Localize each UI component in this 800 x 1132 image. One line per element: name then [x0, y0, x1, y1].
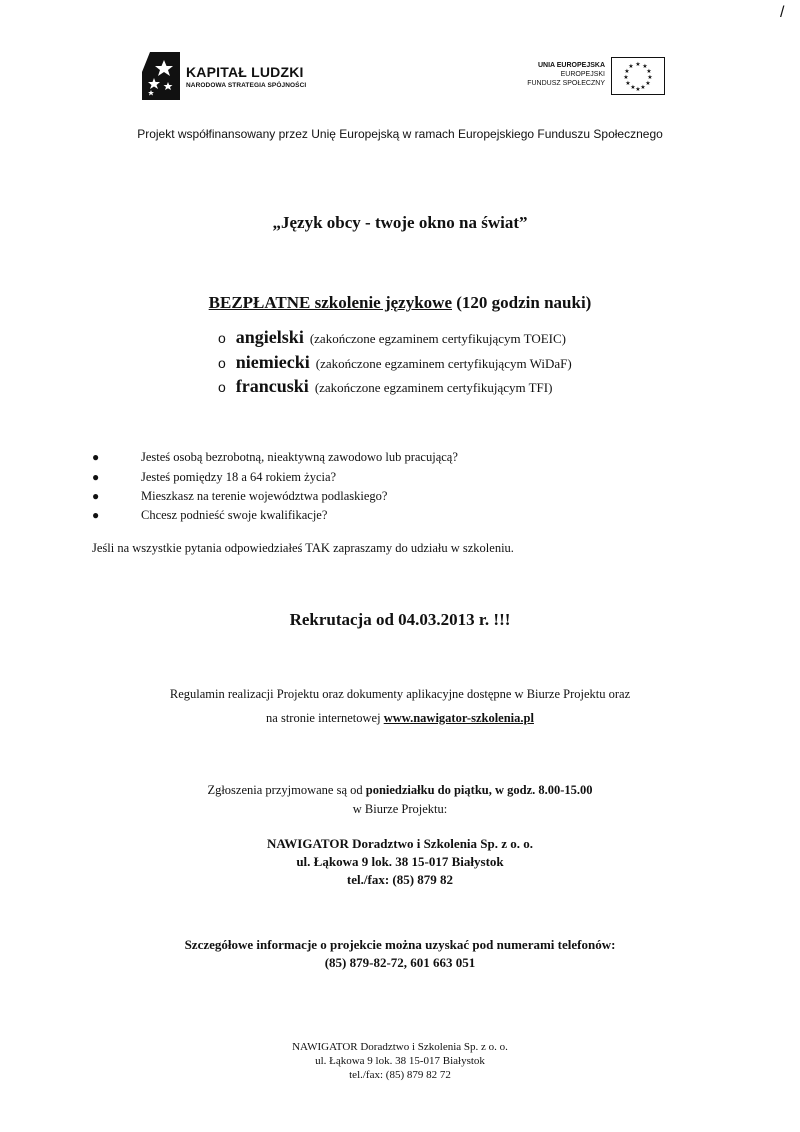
bullet-dot-icon: ●	[92, 508, 100, 522]
language-item	[218, 352, 572, 373]
svg-text:★: ★	[623, 74, 629, 81]
regulations-prefix: na stronie internetowej	[266, 711, 384, 725]
svg-text:★: ★	[640, 84, 646, 91]
eu-line-1: UNIA EUROPEJSKA	[537, 62, 605, 69]
bullet-dot-icon: ●	[92, 470, 100, 484]
regulations-line-1: Regulamin realizacji Projektu oraz dokumenty aplikacyjne dostępne w Biurze Projektu oraz	[169, 687, 631, 701]
svg-text:★: ★	[647, 74, 653, 81]
office-hours	[0, 783, 800, 798]
office-location: w Biurze Projektu:	[352, 802, 448, 816]
recruitment-date: Rekrutacja od 04.03.2013 r. !!!	[289, 610, 511, 629]
question-text: Jesteś osobą bezrobotną, nieaktywną zawodowo lub pracującą?	[141, 450, 458, 464]
svg-text:★: ★	[628, 63, 634, 70]
language-note: (zakończone egzaminem certyfikującym TFI)	[314, 380, 553, 395]
svg-text:★: ★	[646, 68, 652, 75]
office-hours-prefix: Zgłoszenia przyjmowane są od	[207, 783, 366, 797]
bullet-dot-icon: ●	[92, 450, 100, 464]
training-title-hours: (120 godzin nauki)	[452, 293, 592, 312]
svg-text:★: ★	[624, 68, 630, 75]
language-name: niemiecki	[235, 352, 310, 372]
eu-logo-text	[527, 61, 605, 88]
question-item	[92, 508, 327, 523]
question-item	[92, 470, 336, 485]
question-text: Jesteś pomiędzy 18 a 64 rokiem życia?	[141, 470, 337, 484]
question-text: Mieszkasz na terenie województwa podlaskiego?	[141, 489, 388, 503]
svg-text:★: ★	[625, 80, 631, 87]
company-phone: tel./fax: (85) 879 82	[346, 872, 454, 887]
corner-mark: /	[780, 4, 785, 21]
question-text: Chcesz podnieść swoje kwalifikacje?	[141, 508, 328, 522]
kapital-ludzki-emblem-icon	[140, 50, 182, 102]
footer-street: ul. Łąkowa 9 lok. 38 15-017 Białystok	[315, 1055, 485, 1067]
language-name: angielski	[235, 327, 304, 347]
svg-text:★: ★	[630, 84, 636, 91]
eu-line-2: EUROPEJSKI	[560, 71, 605, 78]
question-item	[92, 450, 458, 465]
cofinancing-note: Projekt współfinansowany przez Unię Europejską w ramach Europejskiego Funduszu Społecznego	[137, 127, 663, 141]
language-item	[218, 327, 566, 348]
eu-logo	[505, 57, 665, 99]
kapital-ludzki-logo	[140, 50, 340, 108]
training-title	[0, 293, 800, 313]
info-phones: (85) 879-82-72, 601 663 051	[324, 955, 476, 970]
svg-text:★: ★	[635, 61, 641, 68]
bullet-circle-icon: o	[218, 379, 226, 395]
language-name: francuski	[235, 376, 309, 396]
language-note: (zakończone egzaminem certyfikującym TOEIC)	[309, 331, 566, 346]
company-name	[0, 836, 800, 852]
kapital-ludzki-subtitle: NARODOWA STRATEGIA SPÓJNOŚCI	[186, 82, 307, 89]
headline: „Język obcy - twoje okno na świat”	[272, 213, 528, 232]
bullet-dot-icon: ●	[92, 489, 100, 503]
website-link[interactable]: www.nawigator-szkolenia.pl	[383, 711, 534, 725]
language-item	[218, 376, 552, 397]
company-name-bold: NAWIGATOR	[266, 836, 349, 851]
kapital-ludzki-title: KAPITAŁ LUDZKI	[186, 64, 304, 80]
bullet-circle-icon: o	[218, 355, 226, 371]
footer-company: NAWIGATOR Doradztwo i Szkolenia Sp. z o. o.	[292, 1041, 508, 1053]
company-street: ul. Łąkowa 9 lok. 38 15-017 Białystok	[296, 854, 504, 869]
language-note: (zakończone egzaminem certyfikującym WiDaF)	[315, 356, 572, 371]
svg-text:★: ★	[645, 80, 651, 87]
info-line-1: Szczegółowe informacje o projekcie można uzyskać pod numerami telefonów:	[184, 937, 616, 952]
eu-line-3: FUNDUSZ SPOŁECZNY	[527, 80, 605, 87]
training-title-main: BEZPŁATNE szkolenie językowe	[208, 293, 452, 312]
regulations-line-2	[0, 711, 800, 726]
invitation-text: Jeśli na wszystkie pytania odpowiedziałeś TAK zapraszamy do udziału w szkoleniu.	[92, 541, 514, 555]
eu-flag-icon	[611, 57, 665, 95]
svg-text:★: ★	[635, 86, 641, 93]
footer-phone: tel./fax: (85) 879 82 72	[349, 1069, 451, 1081]
company-name-rest: Doradztwo i Szkolenia Sp. z o. o.	[348, 836, 534, 851]
office-hours-days: poniedziałku do piątku, w godz. 8.00-15.00	[365, 783, 593, 797]
svg-text:★: ★	[642, 63, 648, 70]
bullet-circle-icon: o	[218, 330, 226, 346]
question-item	[92, 489, 387, 504]
